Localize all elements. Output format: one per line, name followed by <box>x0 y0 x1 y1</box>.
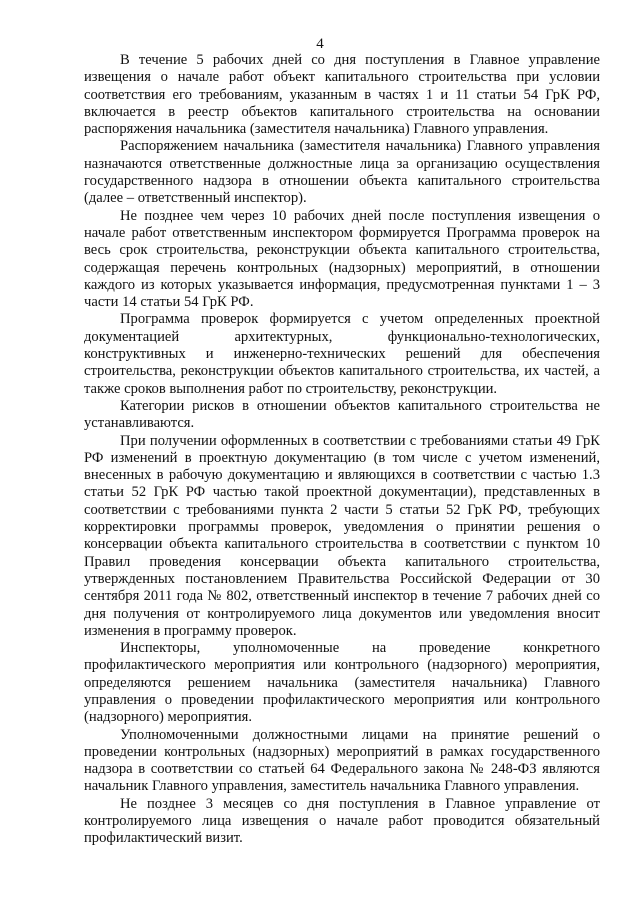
paragraph: В течение 5 рабочих дней со дня поступления в Главное управление извещения о начале работ объект капитального строительства при условии соответствия его требованиям, указанным в частях 1 и 11 статьи 54 ГрК РФ, включается в реестр объектов капитального строительства на основании распоряжения начальника (заместителя начальника) Главного управления. <box>84 52 600 138</box>
paragraph: Программа проверок формируется с учетом определенных проектной документацией архитектурных, функционально-технологических, конструктивных и инженерно-технических решений для обеспечения строительства, реконструкции объектов капитального строительства, их частей, а также сроков выполнения работ по строительству, реконструкции. <box>84 311 600 397</box>
paragraph: Не позднее 3 месяцев со дня поступления в Главное управление от контролируемого лица извещения о начале работ проводится обязательный профилактический визит. <box>84 795 600 847</box>
paragraph: Не позднее чем через 10 рабочих дней после поступления извещения о начале работ ответственным инспектором формируется Программа проверок на весь срок строительства, реконструкции объекта капитального строительства, содержащая перечень контрольных (надзорных) мероприятий, в отношении каждого из которых указывается информация, предусмотренная пунктами 1 – 3 части 14 статьи 54 ГрК РФ. <box>84 207 600 311</box>
page-number: 4 <box>316 36 324 52</box>
paragraph: Категории рисков в отношении объектов капитального строительства не устанавливаются. <box>84 397 600 432</box>
document-body <box>84 52 600 848</box>
paragraph: Распоряжением начальника (заместителя начальника) Главного управления назначаются ответственные должностные лица за организацию осуществления государственного надзора в отношении объекта капитального строительства (далее – ответственный инспектор). <box>84 138 600 207</box>
paragraph: Уполномоченными должностными лицами на принятие решений о проведении контрольных (надзорных) мероприятий в рамках государственного надзора в соответствии со статьей 64 Федерального закона № 248-ФЗ являются начальник Главного управления, заместитель начальника Главного управления. <box>84 726 600 795</box>
paragraph: При получении оформленных в соответствии с требованиями статьи 49 ГрК РФ изменений в проектную документацию (в том числе с учетом изменений, внесенных в рабочую документацию и являющихся в соответствии с частью 1.3 статьи 52 ГрК РФ частью такой проектной документации), представленных в соответствии с требованиями пункта 2 части 5 статьи 52 ГрК РФ, требующих корректировки программы проверок, уведомления о принятии решения о консервации объекта капитального строительства в соответствии с пунктом 10 Правил проведения консервации объекта капитального строительства, утвержденных постановлением Правительства Российской Федерации от 30 сентября 2011 года № 802, ответственный инспектор в течение 7 рабочих дней со дня получения от контролируемого лица документов или уведомления вносит изменения в программу проверок. <box>84 432 600 639</box>
paragraph: Инспекторы, уполномоченные на проведение конкретного профилактического мероприятия или контрольного (надзорного) мероприятия, определяются решением начальника (заместителя начальника) Главного управления о проведении профилактического мероприятия или контрольного (надзорного) мероприятия. <box>84 640 600 726</box>
